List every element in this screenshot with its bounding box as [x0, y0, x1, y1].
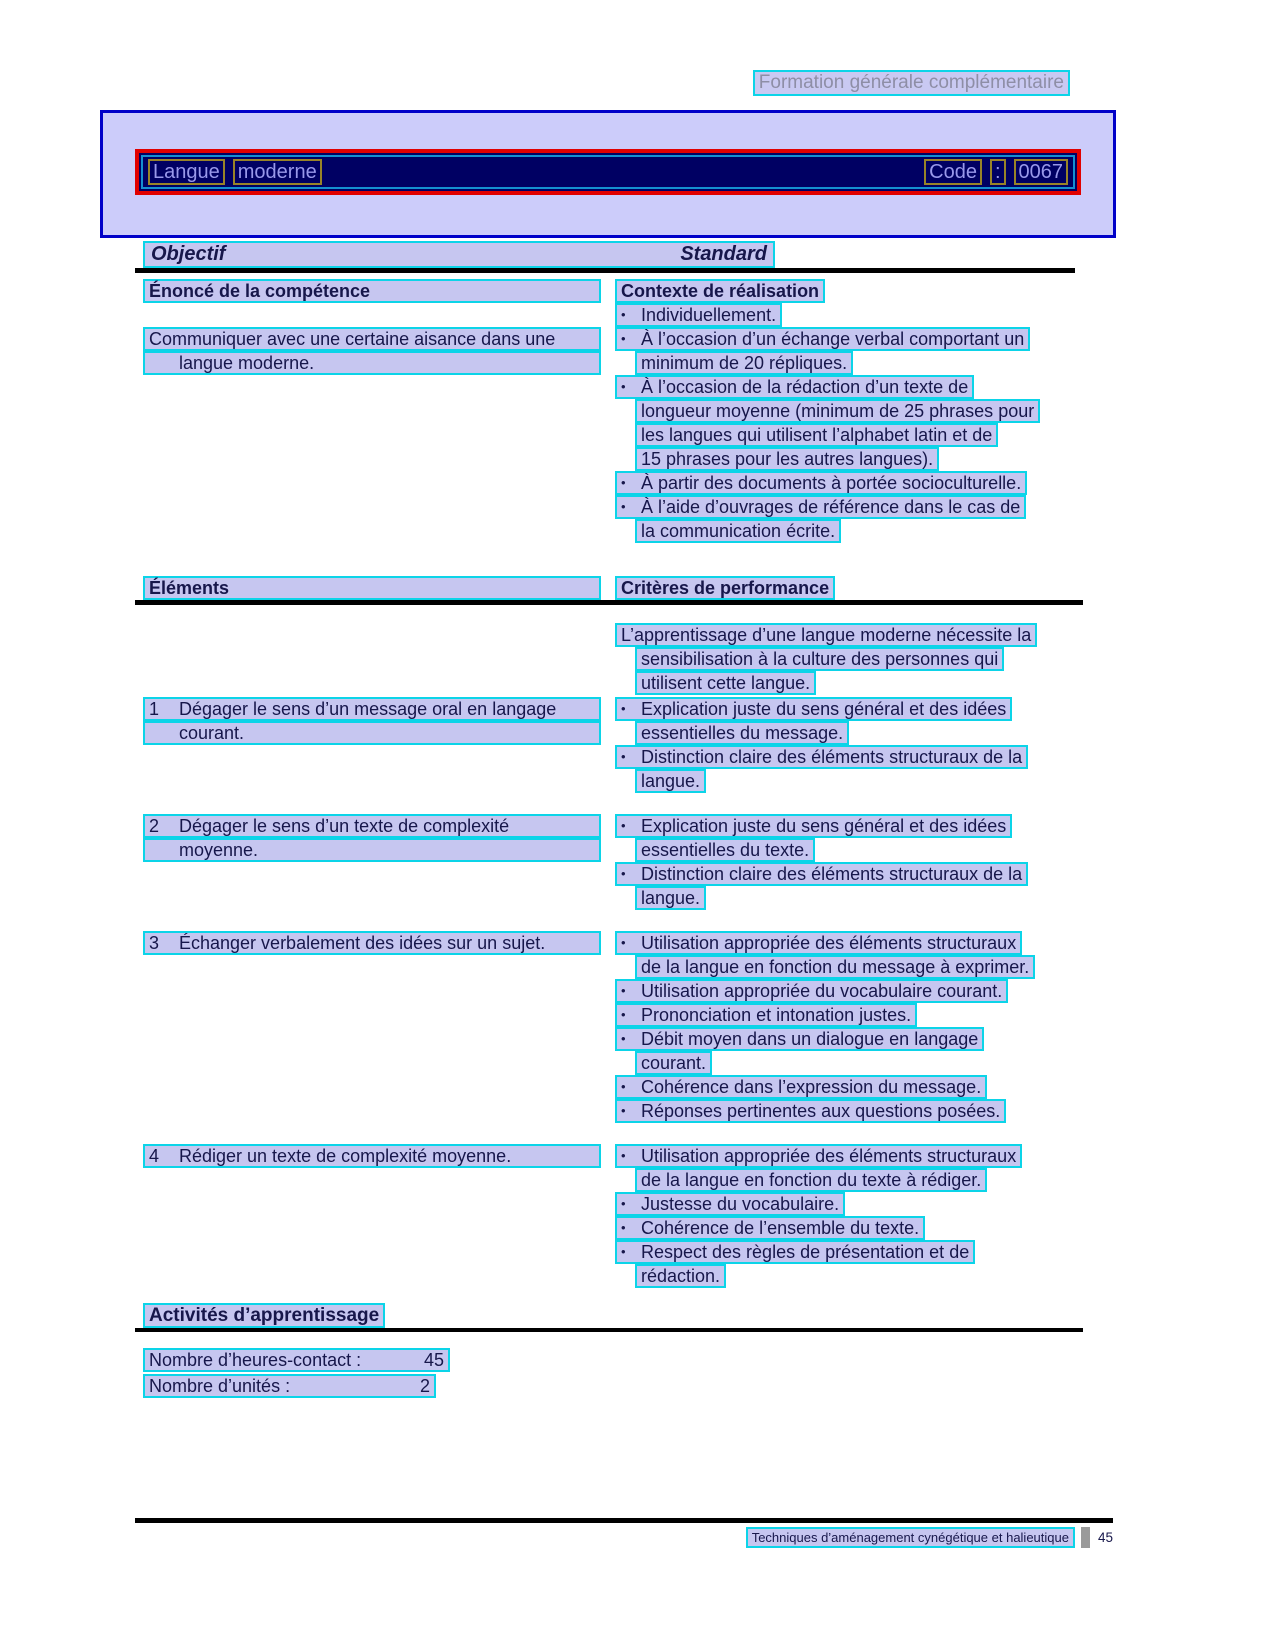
highlighted-text: • Respect des règles de présentation et de [615, 1240, 975, 1264]
element-line [143, 1144, 615, 1168]
highlighted-text: rédaction. [635, 1264, 726, 1288]
criterion-line [615, 1192, 1079, 1216]
highlighted-text: • À l’aide d’ouvrages de référence dans le cas de [615, 495, 1026, 519]
intro-line [615, 647, 1079, 671]
section-header-enonce: Énoncé de la compétence [143, 279, 601, 303]
element-line [143, 697, 615, 721]
highlighted-text: la communication écrite. [635, 519, 841, 543]
highlighted-text: • Utilisation appropriée des éléments structuraux [615, 931, 1022, 955]
page-header [753, 70, 1070, 96]
activity-box [143, 1348, 450, 1372]
course-title-words [148, 159, 322, 185]
highlighted-text: moyenne. [143, 838, 601, 862]
elements-header-row [143, 576, 1079, 600]
highlighted-text: courant. [635, 1051, 712, 1075]
context-line [615, 351, 1079, 375]
highlighted-text: • À l’occasion de la rédaction d’un texte de [615, 375, 974, 399]
highlighted-text: • Cohérence dans l’expression du message. [615, 1075, 987, 1099]
statement-line [143, 351, 615, 375]
highlighted-text: • Cohérence de l’ensemble du texte. [615, 1216, 925, 1240]
context-line [615, 375, 1079, 399]
competence-right-column [615, 279, 1079, 543]
horizontal-rule [135, 268, 1075, 273]
highlighted-text: longueur moyenne (minimum de 25 phrases pour [635, 399, 1040, 423]
highlighted-text: essentielles du texte. [635, 838, 815, 862]
section-header-activites: Activités d’apprentissage [143, 1303, 385, 1328]
column-title-standard: Standard [680, 243, 767, 265]
intro-line [615, 671, 1079, 695]
bullet-icon: • [621, 1220, 626, 1235]
activity-value: 2 [419, 1376, 430, 1396]
activity-box [143, 1374, 436, 1398]
bullet-icon: • [621, 749, 626, 764]
highlighted-text: • Réponses pertinentes aux questions posées. [615, 1099, 1006, 1123]
element-row [143, 1144, 1079, 1288]
bullet-icon: • [621, 475, 626, 490]
criterion-line [615, 1240, 1079, 1264]
context-line [615, 303, 1079, 327]
element-criteria [615, 697, 1079, 793]
bullet-icon: • [621, 307, 626, 322]
elements-list [143, 697, 1079, 1288]
criterion-line [615, 721, 1079, 745]
course-panel [100, 110, 1116, 238]
activity-value: 45 [423, 1350, 444, 1370]
section-header-elements: Éléments [143, 576, 601, 600]
highlighted-text: minimum de 20 répliques. [635, 351, 853, 375]
criterion-line [615, 1003, 1079, 1027]
criterion-line [615, 979, 1079, 1003]
highlighted-text: • Explication juste du sens général et des idées [615, 814, 1012, 838]
highlighted-text: • Distinction claire des éléments structuraux de la [615, 862, 1028, 886]
context-line [615, 471, 1079, 495]
context-line [615, 447, 1079, 471]
course-code-word: 0067 [1014, 159, 1069, 185]
context-line [615, 327, 1079, 351]
highlighted-text: • Justesse du vocabulaire. [615, 1192, 845, 1216]
element-number: 4 [149, 1146, 160, 1166]
column-titles-box [143, 241, 775, 268]
bullet-icon: • [621, 1196, 626, 1211]
highlighted-text: 3 Échanger verbalement des idées sur un sujet. [143, 931, 601, 955]
intro-line [615, 623, 1079, 647]
element-statement [143, 1144, 615, 1288]
highlighted-text: sensibilisation à la culture des personnes qui [635, 647, 1004, 671]
element-criteria [615, 814, 1079, 910]
criteria-intro-paragraph [615, 623, 1079, 695]
highlighted-text: 4 Rédiger un texte de complexité moyenne. [143, 1144, 601, 1168]
footer-separator-bar [1081, 1527, 1090, 1548]
highlighted-text: • À partir des documents à portée socioculturelle. [615, 471, 1027, 495]
bullet-icon: • [621, 935, 626, 950]
activity-row [143, 1374, 1079, 1400]
activity-label: Nombre d’unités : [149, 1376, 291, 1396]
criterion-line [615, 1075, 1079, 1099]
criterion-line [615, 1264, 1079, 1288]
element-statement [143, 931, 615, 1123]
element-statement [143, 814, 615, 910]
criterion-line [615, 862, 1079, 886]
bullet-icon: • [621, 379, 626, 394]
competence-statement [143, 327, 615, 375]
highlighted-text: L’apprentissage d’une langue moderne nécessite la [615, 623, 1037, 647]
course-title-word: Langue [148, 159, 225, 185]
highlighted-text: 1 Dégager le sens d’un message oral en langage [143, 697, 601, 721]
bullet-icon: • [621, 866, 626, 881]
horizontal-rule [135, 1328, 1083, 1332]
course-code-words [924, 159, 1068, 185]
criterion-line [615, 1144, 1079, 1168]
element-line [143, 721, 615, 745]
highlighted-text: 15 phrases pour les autres langues). [635, 447, 939, 471]
highlighted-text: • Explication juste du sens général et des idées [615, 697, 1012, 721]
criterion-line [615, 1099, 1079, 1123]
criterion-line [615, 814, 1079, 838]
statement-line [143, 327, 615, 351]
highlighted-text: langue moderne. [143, 351, 601, 375]
element-criteria [615, 931, 1079, 1123]
context-line [615, 495, 1079, 519]
highlighted-text: • Distinction claire des éléments structuraux de la [615, 745, 1028, 769]
criterion-line [615, 955, 1079, 979]
highlighted-text: • Prononciation et intonation justes. [615, 1003, 917, 1027]
section-header-criteres: Critères de performance [615, 576, 835, 600]
footer-program-name: Techniques d’aménagement cynégétique et halieutique [746, 1527, 1075, 1548]
horizontal-rule [135, 600, 1083, 605]
criterion-line [615, 1168, 1079, 1192]
criterion-line [615, 769, 1079, 793]
column-title-objectif: Objectif [151, 243, 226, 265]
bullet-icon: • [621, 1244, 626, 1259]
footer-page-number: 45 [1097, 1530, 1113, 1545]
course-code-word: Code [924, 159, 982, 185]
column-titles-row [143, 241, 775, 268]
bullet-icon: • [621, 818, 626, 833]
competence-section [143, 279, 1079, 543]
element-row [143, 697, 1079, 793]
course-title-word: moderne [233, 159, 322, 185]
document-body [143, 279, 1079, 1400]
criterion-line [615, 745, 1079, 769]
context-bullet-list [615, 303, 1079, 543]
criterion-line [615, 1051, 1079, 1075]
highlighted-text: essentielles du message. [635, 721, 849, 745]
highlighted-text: langue. [635, 769, 706, 793]
context-line [615, 399, 1079, 423]
bullet-icon: • [621, 1148, 626, 1163]
criterion-line [615, 931, 1079, 955]
element-line [143, 838, 615, 862]
element-line [143, 931, 615, 955]
course-title-line-box [141, 155, 1075, 189]
criterion-line [615, 1027, 1079, 1051]
context-line [615, 519, 1079, 543]
element-line [143, 814, 615, 838]
activity-label: Nombre d’heures-contact : [149, 1350, 362, 1370]
highlighted-text: 2 Dégager le sens d’un texte de complexité [143, 814, 601, 838]
criterion-line [615, 697, 1079, 721]
page-header-label: Formation générale complémentaire [753, 70, 1070, 96]
competence-left-column [143, 279, 615, 543]
activity-row [143, 1348, 1079, 1374]
highlighted-text: • Débit moyen dans un dialogue en langage [615, 1027, 984, 1051]
highlighted-text: langue. [635, 886, 706, 910]
highlighted-text: courant. [143, 721, 601, 745]
bullet-icon: • [621, 331, 626, 346]
activities-section [143, 1303, 1079, 1327]
criterion-line [615, 1216, 1079, 1240]
highlighted-text: de la langue en fonction du texte à rédiger. [635, 1168, 987, 1192]
element-row [143, 931, 1079, 1123]
highlighted-text: • À l’occasion d’un échange verbal comportant un [615, 327, 1030, 351]
footer-rule [135, 1518, 1113, 1523]
context-line [615, 423, 1079, 447]
bullet-icon: • [621, 1031, 626, 1046]
section-header-contexte: Contexte de réalisation [615, 279, 825, 303]
criterion-line [615, 838, 1079, 862]
highlighted-text: • Utilisation appropriée des éléments structuraux [615, 1144, 1022, 1168]
element-statement [143, 697, 615, 793]
element-number: 3 [149, 933, 160, 953]
bullet-icon: • [621, 983, 626, 998]
course-code-word: : [990, 159, 1006, 185]
course-title-bar [135, 149, 1081, 195]
highlighted-text: Communiquer avec une certaine aisance dans une [143, 327, 601, 351]
element-number: 2 [149, 816, 160, 836]
spacer [143, 303, 615, 327]
highlighted-text: de la langue en fonction du message à exprimer. [635, 955, 1035, 979]
bullet-icon: • [621, 499, 626, 514]
bullet-icon: • [621, 1007, 626, 1022]
element-row [143, 814, 1079, 910]
bullet-icon: • [621, 1103, 626, 1118]
element-number: 1 [149, 699, 160, 719]
bullet-icon: • [621, 701, 626, 716]
highlighted-text: • Individuellement. [615, 303, 782, 327]
criterion-line [615, 886, 1079, 910]
activities-rows [143, 1348, 1079, 1400]
highlighted-text: • Utilisation appropriée du vocabulaire courant. [615, 979, 1008, 1003]
highlighted-text: les langues qui utilisent l’alphabet latin et de [635, 423, 998, 447]
bullet-icon: • [621, 1079, 626, 1094]
page-footer [135, 1527, 1113, 1548]
element-criteria [615, 1144, 1079, 1288]
highlighted-text: utilisent cette langue. [635, 671, 816, 695]
